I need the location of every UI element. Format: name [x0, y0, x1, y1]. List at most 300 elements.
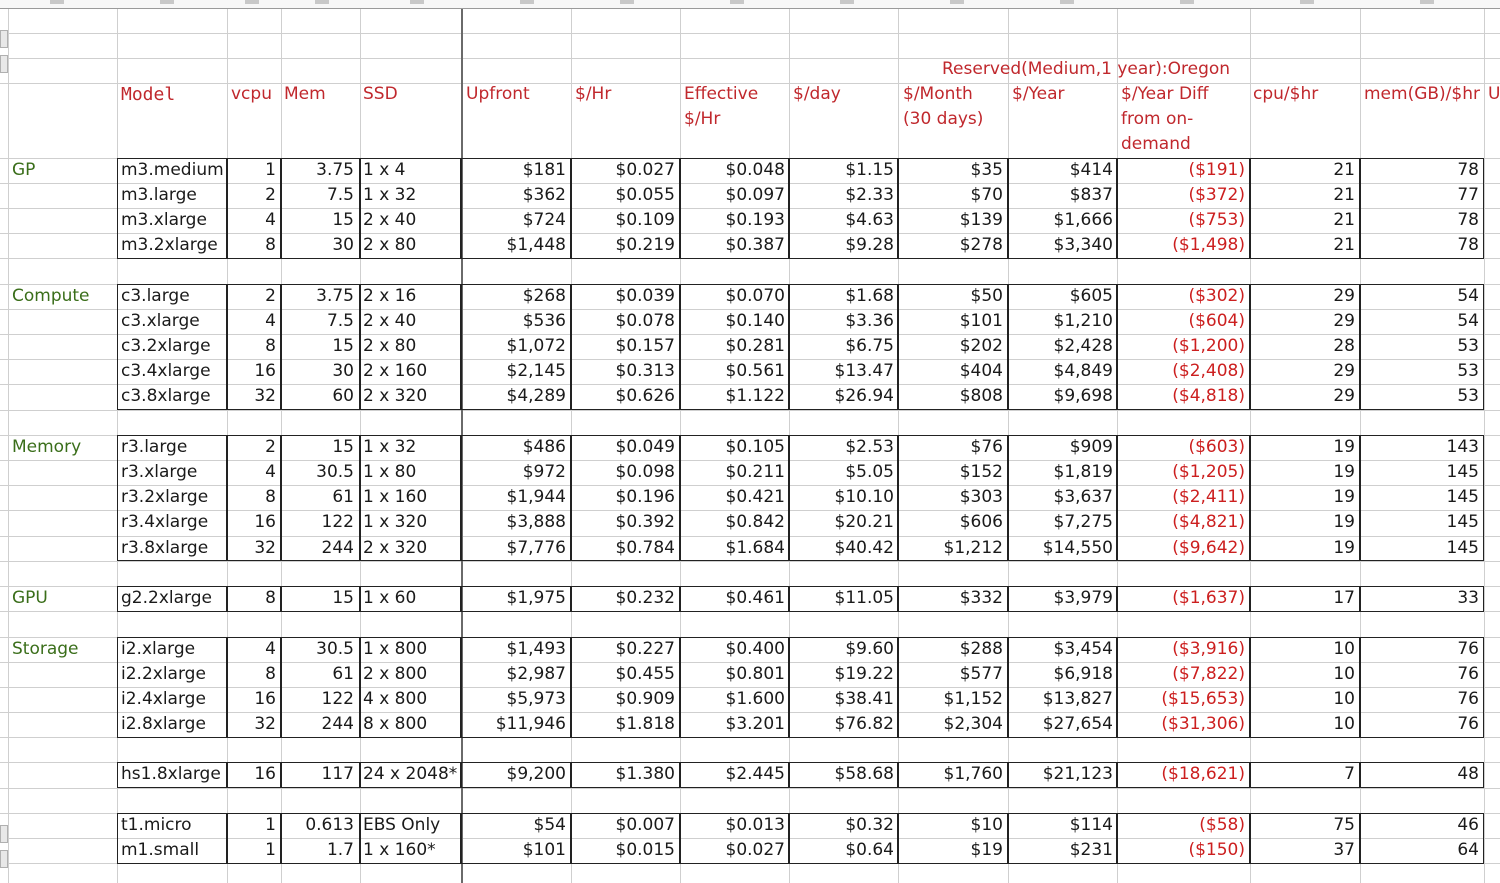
row-hourly[interactable]: $0.313 [615, 361, 675, 381]
row-upfront[interactable]: $2,145 [506, 361, 566, 381]
row-daily[interactable]: $9.28 [845, 235, 894, 255]
row-daily[interactable]: $19.22 [834, 664, 894, 684]
row-year-diff[interactable]: ($302) [1188, 286, 1245, 306]
row-effective-hourly[interactable]: $0.461 [725, 588, 785, 608]
row-effective-hourly[interactable]: $0.048 [725, 160, 785, 180]
row-category[interactable] [12, 208, 112, 233]
row-year-diff[interactable]: ($2,408) [1172, 361, 1245, 381]
row-model[interactable]: r3.4xlarge [121, 512, 209, 532]
row-cpu-per-hr[interactable]: 37 [1333, 840, 1355, 860]
row-cpu-per-hr[interactable]: 19 [1333, 462, 1355, 482]
row-mem[interactable]: 15 [332, 437, 354, 457]
row-vcpu[interactable]: 2 [265, 185, 276, 205]
row-category[interactable] [12, 712, 112, 737]
row-ssd[interactable]: 2 x 320 [363, 538, 428, 558]
row-mem-per-hr[interactable]: 145 [1446, 538, 1479, 558]
row-mem[interactable]: 122 [321, 689, 354, 709]
row-cpu-per-hr[interactable]: 10 [1333, 664, 1355, 684]
row-selector[interactable] [0, 850, 8, 868]
row-model[interactable]: r3.8xlarge [121, 538, 209, 558]
row-upfront[interactable]: $1,448 [506, 235, 566, 255]
row-cpu-per-hr[interactable]: 21 [1333, 160, 1355, 180]
row-upfront[interactable]: $4,289 [506, 386, 566, 406]
row-mem[interactable]: 15 [332, 210, 354, 230]
row-daily[interactable]: $58.68 [834, 764, 894, 784]
row-mem[interactable]: 30.5 [316, 639, 354, 659]
row-vcpu[interactable]: 16 [254, 764, 276, 784]
row-monthly[interactable]: $50 [970, 286, 1003, 306]
row-hourly[interactable]: $0.455 [615, 664, 675, 684]
row-hourly[interactable]: $0.027 [615, 160, 675, 180]
row-category[interactable] [12, 536, 112, 561]
row-ssd[interactable]: 2 x 80 [363, 336, 417, 356]
row-cpu-per-hr[interactable]: 10 [1333, 714, 1355, 734]
row-cpu-per-hr[interactable]: 29 [1333, 386, 1355, 406]
row-upfront[interactable]: $5,973 [506, 689, 566, 709]
row-vcpu[interactable]: 1 [265, 840, 276, 860]
row-ssd[interactable]: EBS Only [363, 815, 441, 835]
row-cpu-per-hr[interactable]: 29 [1333, 286, 1355, 306]
row-monthly[interactable]: $19 [970, 840, 1003, 860]
row-mem[interactable]: 15 [332, 588, 354, 608]
row-ssd[interactable]: 1 x 60 [363, 588, 417, 608]
row-effective-hourly[interactable]: $0.193 [725, 210, 785, 230]
row-vcpu[interactable]: 4 [265, 639, 276, 659]
row-model[interactable]: m3.xlarge [121, 210, 207, 230]
row-monthly[interactable]: $288 [959, 639, 1003, 659]
row-year-diff[interactable]: ($4,818) [1172, 386, 1245, 406]
row-ssd[interactable]: 1 x 4 [363, 160, 406, 180]
row-upfront[interactable]: $2,987 [506, 664, 566, 684]
row-category[interactable] [12, 510, 112, 535]
row-cpu-per-hr[interactable]: 10 [1333, 639, 1355, 659]
row-vcpu[interactable]: 8 [265, 235, 276, 255]
row-monthly[interactable]: $152 [959, 462, 1003, 482]
row-category[interactable] [12, 838, 112, 863]
row-upfront[interactable]: $1,975 [506, 588, 566, 608]
row-monthly[interactable]: $35 [970, 160, 1003, 180]
row-yearly[interactable]: $4,849 [1053, 361, 1113, 381]
row-hourly[interactable]: $0.196 [615, 487, 675, 507]
row-yearly[interactable]: $7,275 [1053, 512, 1113, 532]
row-monthly[interactable]: $2,304 [943, 714, 1003, 734]
row-daily[interactable]: $2.53 [845, 437, 894, 457]
row-ssd[interactable]: 1 x 320 [363, 512, 428, 532]
row-category[interactable] [12, 813, 112, 838]
row-hourly[interactable]: $0.039 [615, 286, 675, 306]
row-daily[interactable]: $11.05 [834, 588, 894, 608]
row-yearly[interactable]: $21,123 [1042, 764, 1113, 784]
row-upfront[interactable]: $972 [522, 462, 566, 482]
row-year-diff[interactable]: ($150) [1188, 840, 1245, 860]
row-yearly[interactable]: $13,827 [1042, 689, 1113, 709]
row-upfront[interactable]: $7,776 [506, 538, 566, 558]
row-category[interactable] [12, 359, 112, 384]
row-cpu-per-hr[interactable]: 19 [1333, 538, 1355, 558]
row-model[interactable]: i2.8xlarge [121, 714, 206, 734]
row-ssd[interactable]: 24 x 2048* [363, 764, 458, 784]
row-ssd[interactable]: 2 x 160 [363, 361, 428, 381]
row-mem[interactable]: 30 [332, 235, 354, 255]
row-mem[interactable]: 0.613 [305, 815, 354, 835]
row-ssd[interactable]: 2 x 40 [363, 210, 417, 230]
row-model[interactable]: c3.2xlarge [121, 336, 211, 356]
row-ssd[interactable]: 2 x 40 [363, 311, 417, 331]
row-hourly[interactable]: $0.049 [615, 437, 675, 457]
row-vcpu[interactable]: 8 [265, 487, 276, 507]
row-category[interactable] [12, 762, 112, 787]
row-hourly[interactable]: $0.157 [615, 336, 675, 356]
row-cpu-per-hr[interactable]: 10 [1333, 689, 1355, 709]
row-upfront[interactable]: $724 [522, 210, 566, 230]
row-hourly[interactable]: $1.818 [615, 714, 675, 734]
row-category[interactable] [12, 233, 112, 258]
row-year-diff[interactable]: ($7,822) [1172, 664, 1245, 684]
row-year-diff[interactable]: ($18,621) [1161, 764, 1245, 784]
row-model[interactable]: t1.micro [121, 815, 192, 835]
row-model[interactable]: m3.large [121, 185, 197, 205]
row-effective-hourly[interactable]: $0.387 [725, 235, 785, 255]
row-year-diff[interactable]: ($1,637) [1172, 588, 1245, 608]
row-hourly[interactable]: $0.015 [615, 840, 675, 860]
row-mem-per-hr[interactable]: 145 [1446, 512, 1479, 532]
row-model[interactable]: g2.2xlarge [121, 588, 212, 608]
row-hourly[interactable]: $0.078 [615, 311, 675, 331]
row-effective-hourly[interactable]: $0.801 [725, 664, 785, 684]
row-daily[interactable]: $6.75 [845, 336, 894, 356]
row-category[interactable] [12, 460, 112, 485]
row-ssd[interactable]: 2 x 320 [363, 386, 428, 406]
row-mem[interactable]: 1.7 [326, 840, 354, 860]
row-ssd[interactable]: 1 x 32 [363, 185, 417, 205]
row-year-diff[interactable]: ($2,411) [1172, 487, 1245, 507]
row-monthly[interactable]: $332 [959, 588, 1003, 608]
row-year-diff[interactable]: ($4,821) [1172, 512, 1245, 532]
row-effective-hourly[interactable]: $0.140 [725, 311, 785, 331]
row-mem-per-hr[interactable]: 77 [1457, 185, 1479, 205]
row-effective-hourly[interactable]: $1.600 [725, 689, 785, 709]
row-mem-per-hr[interactable]: 48 [1457, 764, 1479, 784]
row-mem[interactable]: 122 [321, 512, 354, 532]
row-mem[interactable]: 15 [332, 336, 354, 356]
row-yearly[interactable]: $3,637 [1053, 487, 1113, 507]
row-hourly[interactable]: $0.007 [615, 815, 675, 835]
row-cpu-per-hr[interactable]: 21 [1333, 210, 1355, 230]
row-selector[interactable] [0, 825, 8, 843]
row-vcpu[interactable]: 4 [265, 462, 276, 482]
row-effective-hourly[interactable]: $0.400 [725, 639, 785, 659]
row-daily[interactable]: $0.64 [845, 840, 894, 860]
row-yearly[interactable]: $909 [1069, 437, 1113, 457]
row-mem[interactable]: 3.75 [316, 286, 354, 306]
row-vcpu[interactable]: 2 [265, 437, 276, 457]
row-mem[interactable]: 7.5 [326, 185, 354, 205]
row-effective-hourly[interactable]: $0.097 [725, 185, 785, 205]
row-vcpu[interactable]: 32 [254, 714, 276, 734]
row-mem-per-hr[interactable]: 76 [1457, 714, 1479, 734]
row-category[interactable] [12, 334, 112, 359]
row-monthly[interactable]: $577 [959, 664, 1003, 684]
row-ssd[interactable]: 4 x 800 [363, 689, 428, 709]
row-yearly[interactable]: $1,210 [1053, 311, 1113, 331]
row-cpu-per-hr[interactable]: 21 [1333, 235, 1355, 255]
row-cpu-per-hr[interactable]: 29 [1333, 361, 1355, 381]
row-hourly[interactable]: $0.784 [615, 538, 675, 558]
row-category[interactable]: GPU [12, 588, 48, 608]
row-daily[interactable]: $20.21 [834, 512, 894, 532]
row-model[interactable]: m3.2xlarge [121, 235, 218, 255]
row-effective-hourly[interactable]: $1.122 [725, 386, 785, 406]
row-cpu-per-hr[interactable]: 28 [1333, 336, 1355, 356]
row-upfront[interactable]: $536 [522, 311, 566, 331]
row-monthly[interactable]: $1,760 [943, 764, 1003, 784]
row-year-diff[interactable]: ($1,200) [1172, 336, 1245, 356]
row-mem-per-hr[interactable]: 54 [1457, 286, 1479, 306]
row-year-diff[interactable]: ($9,642) [1172, 538, 1245, 558]
row-monthly[interactable]: $808 [959, 386, 1003, 406]
row-mem-per-hr[interactable]: 78 [1457, 210, 1479, 230]
row-monthly[interactable]: $139 [959, 210, 1003, 230]
row-mem-per-hr[interactable]: 33 [1457, 588, 1479, 608]
row-cpu-per-hr[interactable]: 75 [1333, 815, 1355, 835]
row-year-diff[interactable]: ($3,916) [1172, 639, 1245, 659]
row-mem-per-hr[interactable]: 53 [1457, 336, 1479, 356]
row-cpu-per-hr[interactable]: 7 [1344, 764, 1355, 784]
row-mem-per-hr[interactable]: 76 [1457, 689, 1479, 709]
row-mem[interactable]: 60 [332, 386, 354, 406]
row-model[interactable]: r3.2xlarge [121, 487, 209, 507]
row-year-diff[interactable]: ($603) [1188, 437, 1245, 457]
row-mem[interactable]: 30.5 [316, 462, 354, 482]
row-mem[interactable]: 244 [321, 538, 354, 558]
row-upfront[interactable]: $1,944 [506, 487, 566, 507]
row-monthly[interactable]: $10 [970, 815, 1003, 835]
row-category[interactable] [12, 485, 112, 510]
row-vcpu[interactable]: 32 [254, 538, 276, 558]
row-mem-per-hr[interactable]: 54 [1457, 311, 1479, 331]
row-upfront[interactable]: $11,946 [495, 714, 566, 734]
row-vcpu[interactable]: 8 [265, 336, 276, 356]
row-year-diff[interactable]: ($1,498) [1172, 235, 1245, 255]
row-daily[interactable]: $2.33 [845, 185, 894, 205]
row-daily[interactable]: $9.60 [845, 639, 894, 659]
row-year-diff[interactable]: ($372) [1188, 185, 1245, 205]
row-yearly[interactable]: $14,550 [1042, 538, 1113, 558]
row-ssd[interactable]: 1 x 80 [363, 462, 417, 482]
row-hourly[interactable]: $0.219 [615, 235, 675, 255]
row-upfront[interactable]: $268 [522, 286, 566, 306]
row-mem-per-hr[interactable]: 76 [1457, 639, 1479, 659]
row-effective-hourly[interactable]: $0.211 [725, 462, 785, 482]
row-daily[interactable]: $10.10 [834, 487, 894, 507]
row-monthly[interactable]: $101 [959, 311, 1003, 331]
row-effective-hourly[interactable]: $0.027 [725, 840, 785, 860]
row-model[interactable]: c3.4xlarge [121, 361, 211, 381]
row-monthly[interactable]: $1,212 [943, 538, 1003, 558]
row-mem[interactable]: 61 [332, 487, 354, 507]
row-hourly[interactable]: $0.109 [615, 210, 675, 230]
row-model[interactable]: i2.4xlarge [121, 689, 206, 709]
row-cpu-per-hr[interactable]: 19 [1333, 437, 1355, 457]
row-hourly[interactable]: $0.098 [615, 462, 675, 482]
row-year-diff[interactable]: ($15,653) [1161, 689, 1245, 709]
row-upfront[interactable]: $1,493 [506, 639, 566, 659]
row-effective-hourly[interactable]: $1.684 [725, 538, 785, 558]
row-monthly[interactable]: $1,152 [943, 689, 1003, 709]
row-effective-hourly[interactable]: $0.070 [725, 286, 785, 306]
row-upfront[interactable]: $3,888 [506, 512, 566, 532]
row-yearly[interactable]: $231 [1069, 840, 1113, 860]
row-mem-per-hr[interactable]: 46 [1457, 815, 1479, 835]
row-vcpu[interactable]: 16 [254, 361, 276, 381]
row-category[interactable] [12, 183, 112, 208]
row-category[interactable]: Compute [12, 286, 90, 306]
row-mem-per-hr[interactable]: 143 [1446, 437, 1479, 457]
row-cpu-per-hr[interactable]: 17 [1333, 588, 1355, 608]
row-daily[interactable]: $38.41 [834, 689, 894, 709]
row-ssd[interactable]: 2 x 800 [363, 664, 428, 684]
row-ssd[interactable]: 1 x 800 [363, 639, 428, 659]
row-mem[interactable]: 61 [332, 664, 354, 684]
row-hourly[interactable]: $0.055 [615, 185, 675, 205]
row-model[interactable]: hs1.8xlarge [121, 764, 221, 784]
row-vcpu[interactable]: 8 [265, 588, 276, 608]
row-model[interactable]: r3.large [121, 437, 188, 457]
row-category[interactable]: Storage [12, 639, 79, 659]
row-monthly[interactable]: $76 [970, 437, 1003, 457]
row-vcpu[interactable]: 4 [265, 210, 276, 230]
row-monthly[interactable]: $278 [959, 235, 1003, 255]
row-year-diff[interactable]: ($58) [1199, 815, 1245, 835]
row-upfront[interactable]: $1,072 [506, 336, 566, 356]
row-effective-hourly[interactable]: $0.013 [725, 815, 785, 835]
row-yearly[interactable]: $6,918 [1053, 664, 1113, 684]
row-daily[interactable]: $5.05 [845, 462, 894, 482]
row-mem-per-hr[interactable]: 53 [1457, 361, 1479, 381]
row-ssd[interactable]: 1 x 160 [363, 487, 428, 507]
row-daily[interactable]: $1.15 [845, 160, 894, 180]
row-daily[interactable]: $13.47 [834, 361, 894, 381]
row-daily[interactable]: $4.63 [845, 210, 894, 230]
row-daily[interactable]: $76.82 [834, 714, 894, 734]
row-category[interactable]: Memory [12, 437, 82, 457]
row-vcpu[interactable]: 16 [254, 689, 276, 709]
row-vcpu[interactable]: 2 [265, 286, 276, 306]
row-mem[interactable]: 30 [332, 361, 354, 381]
row-yearly[interactable]: $1,666 [1053, 210, 1113, 230]
row-category[interactable]: GP [12, 160, 36, 180]
row-hourly[interactable]: $1.380 [615, 764, 675, 784]
row-vcpu[interactable]: 4 [265, 311, 276, 331]
row-model[interactable]: r3.xlarge [121, 462, 198, 482]
row-yearly[interactable]: $3,979 [1053, 588, 1113, 608]
row-effective-hourly[interactable]: $0.421 [725, 487, 785, 507]
row-monthly[interactable]: $404 [959, 361, 1003, 381]
row-ssd[interactable]: 2 x 80 [363, 235, 417, 255]
row-model[interactable]: m1.small [121, 840, 200, 860]
row-yearly[interactable]: $114 [1069, 815, 1113, 835]
row-ssd[interactable]: 8 x 800 [363, 714, 428, 734]
row-yearly[interactable]: $9,698 [1053, 386, 1113, 406]
row-model[interactable]: c3.xlarge [121, 311, 200, 331]
row-effective-hourly[interactable]: $0.561 [725, 361, 785, 381]
row-yearly[interactable]: $414 [1069, 160, 1113, 180]
row-monthly[interactable]: $606 [959, 512, 1003, 532]
row-year-diff[interactable]: ($31,306) [1161, 714, 1245, 734]
row-vcpu[interactable]: 1 [265, 160, 276, 180]
row-cpu-per-hr[interactable]: 19 [1333, 512, 1355, 532]
row-year-diff[interactable]: ($191) [1188, 160, 1245, 180]
row-monthly[interactable]: $202 [959, 336, 1003, 356]
row-effective-hourly[interactable]: $0.105 [725, 437, 785, 457]
row-model[interactable]: i2.xlarge [121, 639, 196, 659]
row-yearly[interactable]: $27,654 [1042, 714, 1113, 734]
row-effective-hourly[interactable]: $2.445 [725, 764, 785, 784]
row-category[interactable] [12, 309, 112, 334]
row-selector[interactable] [0, 55, 8, 73]
row-upfront[interactable]: $362 [522, 185, 566, 205]
row-mem-per-hr[interactable]: 76 [1457, 664, 1479, 684]
row-yearly[interactable]: $3,340 [1053, 235, 1113, 255]
row-upfront[interactable]: $9,200 [506, 764, 566, 784]
row-vcpu[interactable]: 16 [254, 512, 276, 532]
row-hourly[interactable]: $0.909 [615, 689, 675, 709]
row-category[interactable] [12, 687, 112, 712]
row-upfront[interactable]: $54 [533, 815, 566, 835]
row-model[interactable]: m3.medium [121, 160, 224, 180]
row-mem[interactable]: 244 [321, 714, 354, 734]
row-monthly[interactable]: $303 [959, 487, 1003, 507]
row-hourly[interactable]: $0.227 [615, 639, 675, 659]
row-hourly[interactable]: $0.392 [615, 512, 675, 532]
row-ssd[interactable]: 2 x 16 [363, 286, 417, 306]
row-effective-hourly[interactable]: $3.201 [725, 714, 785, 734]
row-cpu-per-hr[interactable]: 19 [1333, 487, 1355, 507]
row-monthly[interactable]: $70 [970, 185, 1003, 205]
row-yearly[interactable]: $3,454 [1053, 639, 1113, 659]
row-upfront[interactable]: $101 [522, 840, 566, 860]
row-selector[interactable] [0, 30, 8, 48]
row-effective-hourly[interactable]: $0.281 [725, 336, 785, 356]
row-model[interactable]: c3.large [121, 286, 190, 306]
row-model[interactable]: i2.2xlarge [121, 664, 206, 684]
row-daily[interactable]: $3.36 [845, 311, 894, 331]
row-hourly[interactable]: $0.626 [615, 386, 675, 406]
row-category[interactable] [12, 662, 112, 687]
row-daily[interactable]: $40.42 [834, 538, 894, 558]
row-vcpu[interactable]: 1 [265, 815, 276, 835]
row-yearly[interactable]: $605 [1069, 286, 1113, 306]
row-model[interactable]: c3.8xlarge [121, 386, 211, 406]
row-yearly[interactable]: $2,428 [1053, 336, 1113, 356]
row-yearly[interactable]: $1,819 [1053, 462, 1113, 482]
row-daily[interactable]: $26.94 [834, 386, 894, 406]
row-year-diff[interactable]: ($604) [1188, 311, 1245, 331]
row-year-diff[interactable]: ($753) [1188, 210, 1245, 230]
row-category[interactable] [12, 384, 112, 409]
row-mem[interactable]: 117 [321, 764, 354, 784]
row-mem-per-hr[interactable]: 145 [1446, 487, 1479, 507]
row-mem[interactable]: 7.5 [326, 311, 354, 331]
row-ssd[interactable]: 1 x 32 [363, 437, 417, 457]
column-header-strip[interactable] [0, 0, 1500, 9]
row-hourly[interactable]: $0.232 [615, 588, 675, 608]
row-mem-per-hr[interactable]: 53 [1457, 386, 1479, 406]
row-mem-per-hr[interactable]: 145 [1446, 462, 1479, 482]
row-cpu-per-hr[interactable]: 21 [1333, 185, 1355, 205]
row-vcpu[interactable]: 8 [265, 664, 276, 684]
row-mem[interactable]: 3.75 [316, 160, 354, 180]
